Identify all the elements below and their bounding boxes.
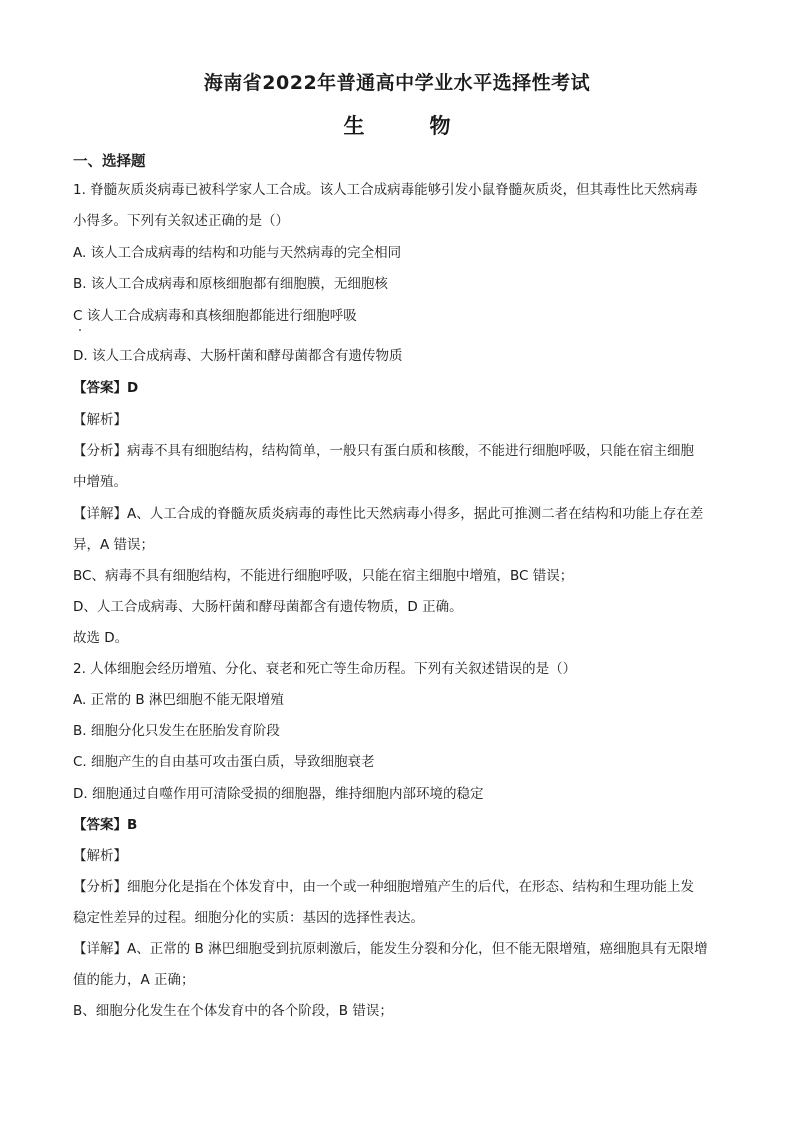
q2-option-b: B. 细胞分化只发生在胚胎发育阶段 [73, 723, 280, 739]
q2-xiangjie-line2: 值的能力，A 正确； [73, 972, 195, 988]
q1-xiangjie [73, 504, 728, 524]
q2-fenxi-line1: 细胞分化是指在个体发育中，由一个或一种细胞增殖产生的后代，在形态、结构和生理功能上发 [127, 879, 694, 895]
q2-option-a: A. 正常的 B 淋巴细胞不能无限增殖 [73, 692, 284, 708]
q2-fenxi-line2: 稳定性差异的过程。细胞分化的实质：基因的选择性表达。 [73, 910, 424, 926]
section-heading: 一、选择题 [73, 154, 146, 170]
q2-xiangjie-line1: A、正常的 B 淋巴细胞受到抗原刺激后，能发生分裂和分化，但不能无限增殖，癌细胞具有无限增 [127, 941, 708, 957]
q1-option-b: B. 该人工合成病毒和原核细胞都有细胞膜，无细胞核 [73, 276, 388, 292]
q2-answer-value: B [127, 817, 138, 833]
q1-xiangjie-line3: BC、病毒不具有细胞结构，不能进行细胞呼吸，只能在宿主细胞中增殖，BC 错误； [73, 568, 574, 584]
q1-fenxi-label: 【分析】 [73, 443, 127, 459]
q2-xiangjie-line3: B、细胞分化发生在个体发育中的各个阶段，B 错误； [73, 1003, 393, 1019]
q1-conclusion: 故选 D。 [73, 630, 129, 646]
q1-xiangjie-line2: 异，A 错误； [73, 537, 155, 553]
q1-fenxi-line2: 中增殖。 [73, 474, 127, 490]
q2-xiangjie [73, 939, 728, 959]
q2-xiangjie-label: 【详解】 [73, 941, 127, 957]
q2-stem-line1: 2. 人体细胞会经历增殖、分化、衰老和死亡等生命历程。下列有关叙述错误的是（） [73, 661, 577, 677]
q2-fenxi [73, 877, 728, 897]
q1-stem-line1: 1. 脊髓灰质炎病毒已被科学家人工合成。该人工合成病毒能够引发小鼠脊髓灰质炎，但其毒性比天然病毒 [73, 182, 698, 198]
q2-analysis-label: 【解析】 [73, 848, 127, 864]
q1-xiangjie-label: 【详解】 [73, 506, 127, 522]
q1-fenxi-line1: 病毒不具有细胞结构，结构简单，一般只有蛋白质和核酸，不能进行细胞呼吸，只能在宿主细胞 [127, 443, 694, 459]
q1-answer [73, 378, 728, 398]
q1-stem-line2: 小得多。下列有关叙述正确的是（） [73, 213, 289, 229]
q2-answer [73, 815, 728, 835]
q2-option-d: D. 细胞通过自噬作用可清除受损的细胞器，维持细胞内部环境的稳定 [73, 786, 484, 802]
q1-answer-label: 【答案】 [73, 380, 127, 396]
q1-answer-value: D [127, 380, 139, 396]
q1-option-d: D. 该人工合成病毒、大肠杆菌和酵母菌都含有遗传物质 [73, 348, 403, 364]
q1-option-a: A. 该人工合成病毒的结构和功能与天然病毒的完全相同 [73, 245, 402, 261]
q1-xiangjie-line1: A、人工合成的脊髓灰质炎病毒的毒性比天然病毒小得多，据此可推测二者在结构和功能上存在差 [127, 506, 704, 522]
q1-analysis-label: 【解析】 [73, 412, 127, 428]
q1-option-c: C 该人工合成病毒和真核细胞都能进行细胞呼吸 [73, 308, 357, 324]
q2-answer-label: 【答案】 [73, 817, 127, 833]
q1-fenxi [73, 441, 728, 461]
q1-xiangjie-line4: D、人工合成病毒、大肠杆菌和酵母菌都含有遗传物质，D 正确。 [73, 599, 463, 615]
stray-dot-mark [79, 329, 81, 331]
document-title: 海南省2022年普通高中学业水平选择性考试 [203, 72, 591, 94]
q2-fenxi-label: 【分析】 [73, 879, 127, 895]
q2-option-c: C. 细胞产生的自由基可攻击蛋白质，导致细胞衰老 [73, 754, 375, 770]
document-subject: 生 物 [343, 114, 473, 138]
